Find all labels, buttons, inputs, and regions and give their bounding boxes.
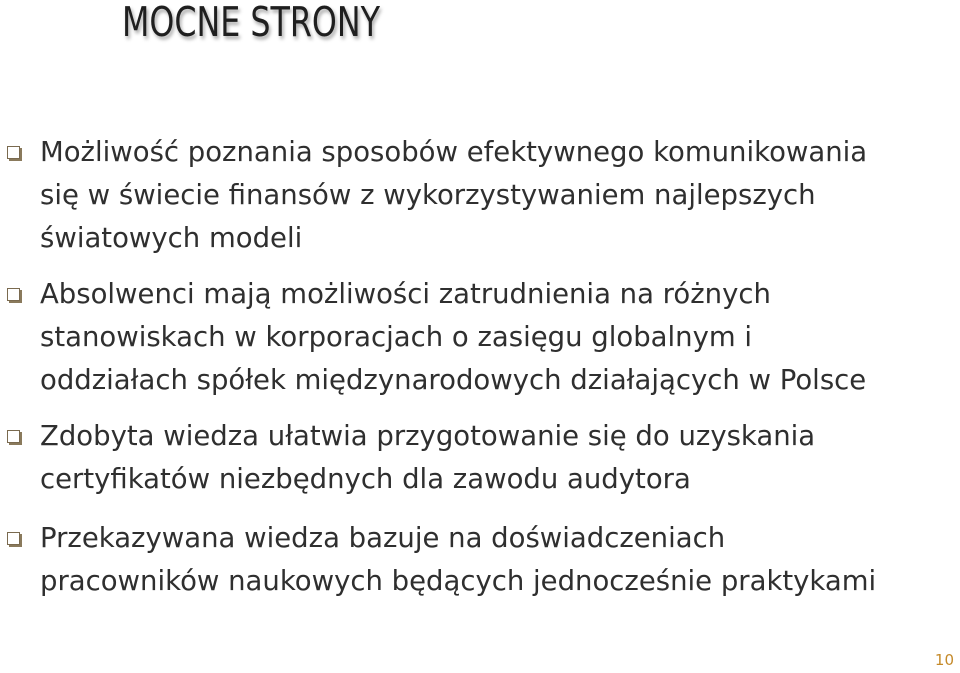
bullet-text (40, 517, 945, 603)
hollow-square-bullet-icon (7, 146, 20, 159)
bullet-line: Absolwenci mają możliwości zatrudnienia na różnych (40, 278, 771, 310)
hollow-square-bullet-icon (7, 288, 20, 301)
bullet-line: oddziałach spółek międzynarodowych działających w Polsce (40, 364, 867, 396)
bullet-text (40, 131, 945, 260)
bullet-text (40, 273, 945, 402)
bullet-line: Możliwość poznania sposobów efektywnego komunikowania (40, 136, 868, 168)
page-number: 10 (934, 651, 954, 669)
bullet-text (40, 415, 945, 501)
bullet-line: pracowników naukowych będących jednocześnie praktykami (40, 565, 877, 597)
bullet-line: stanowiskach w korporacjach o zasięgu globalnym i (40, 321, 753, 353)
bullet-line: światowych modeli (40, 222, 303, 254)
bullet-line: się w świecie finansów z wykorzystywaniem najlepszych (40, 179, 816, 211)
bullet-line: certyfikatów niezbędnych dla zawodu audytora (40, 463, 691, 495)
bullet-line: Przekazywana wiedza bazuje na doświadczeniach (40, 522, 726, 554)
slide-title: MOCNE STRONY (122, 0, 380, 46)
bullet-line: Zdobyta wiedza ułatwia przygotowanie się do uzyskania (40, 420, 816, 452)
hollow-square-bullet-icon (7, 430, 20, 443)
hollow-square-bullet-icon (7, 532, 20, 545)
